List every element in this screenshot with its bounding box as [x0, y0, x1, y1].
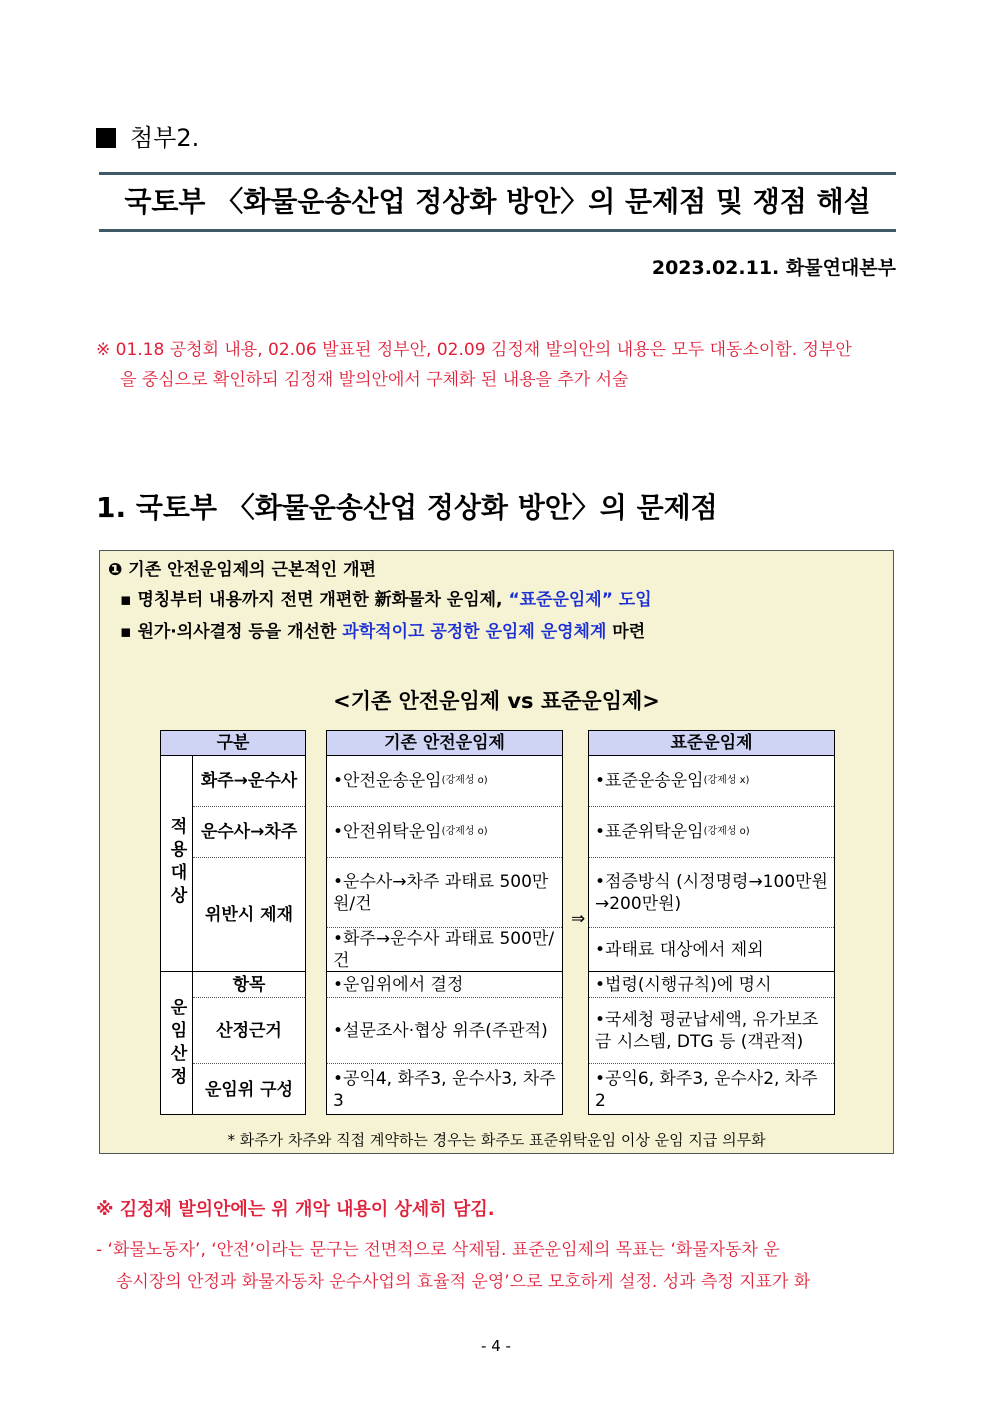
box-bullet-1: ▪ 명칭부터 내용까지 전면 개편한 新화물차 운임제, “표준운임제” 도입 — [120, 590, 652, 610]
body-paragraph-line2: 송시장의 안정과 화물자동차 운수사업의 효율적 운영’으로 모호하게 설정. 성과 측정 지표가 화 — [116, 1272, 811, 1292]
comparison-title: <기존 안전운임제 vs 표준운임제> — [333, 689, 660, 713]
row-label-shipper: 화주→운수사 — [200, 770, 298, 791]
new-carrier-cell: •표준위탁운임 (강제성 o) — [589, 806, 834, 857]
row-label-items: 항목 — [193, 971, 305, 997]
arrow-right-icon: ⇒ — [571, 909, 586, 929]
square-bullet-icon — [96, 128, 116, 148]
box-bullet-2: ▪ 원가·의사결정 등을 개선한 과학적이고 공정한 운임제 운영체계 마련 — [120, 622, 646, 642]
old-penalty-shipper-cell: •화주→운수사 과태료 500만/건 — [327, 927, 562, 971]
document-title: 국토부 〈화물운송산업 정상화 방안〉의 문제점 및 쟁점 해설 — [99, 172, 896, 232]
strong-note: ※ 김정재 발의안에는 위 개악 내용이 상세히 담김. — [96, 1199, 495, 1220]
header-category: 구분 — [161, 731, 305, 756]
new-basis-cell: •국세청 평균납세액, 유가보조금 시스템, DTG 등 (객관적) — [589, 997, 834, 1063]
row-label-penalty: 위반시 제재 — [193, 857, 305, 971]
box-heading: ❶ 기존 안전운임제의 근본적인 개편 — [108, 560, 376, 580]
table-column-category — [160, 730, 306, 1115]
row-label-carrier: 운수사→차주 — [193, 806, 305, 857]
old-carrier-cell: •안전위탁운임 (강제성 o) — [327, 806, 562, 857]
old-shipper-cell: •안전운송운임 (강제성 o) — [333, 770, 488, 791]
new-shipper-cell: •표준운송운임 (강제성 x) — [595, 770, 750, 791]
page-number: - 4 - — [481, 1337, 511, 1355]
new-committee-cell: •공익6, 화주3, 운수사2, 차주2 — [589, 1063, 834, 1115]
old-basis-cell: •설문조사·협상 위주(주관적) — [327, 997, 562, 1063]
body-paragraph — [96, 1234, 896, 1298]
intro-note-line2: 을 중심으로 확인하되 김정재 발의안에서 구체화 된 내용을 추가 서술 — [120, 370, 629, 390]
summary-box — [99, 550, 894, 1154]
date-line: 2023.02.11. 화물연대본부 — [651, 257, 896, 279]
group-label-calc: 운임산정 — [161, 971, 193, 1115]
header-old: 기존 안전운임제 — [327, 731, 562, 756]
section-heading: 1. 국토부 〈화물운송산업 정상화 방안〉의 문제점 — [96, 491, 718, 524]
table-column-old — [326, 730, 563, 1115]
row-label-committee: 운임위 구성 — [193, 1063, 305, 1115]
attachment-label: 첨부2. — [96, 118, 199, 153]
old-penalty-carrier-cell: •운수사→차주 과태료 500만원/건 — [327, 857, 562, 927]
new-penalty-carrier-cell: •점증방식 (시정명령→100만원→200만원) — [589, 857, 834, 927]
table-column-new — [588, 730, 835, 1115]
old-items-cell: •운임위에서 결정 — [327, 971, 562, 997]
row-label-basis: 산정근거 — [193, 997, 305, 1063]
box-footnote: * 화주가 차주와 직접 계약하는 경우는 화주도 표준위탁운임 이상 운임 지급 의무화 — [227, 1131, 766, 1149]
old-committee-cell: •공익4, 화주3, 운수사3, 차주3 — [327, 1063, 562, 1115]
header-new: 표준운임제 — [589, 731, 834, 756]
group-label-target: 적용대상 — [161, 755, 193, 971]
new-items-cell: •법령(시행규칙)에 명시 — [589, 971, 834, 997]
intro-note-line1: ※ 01.18 공청회 내용, 02.06 발표된 정부안, 02.09 김정재 발의안의 내용은 모두 대동소이함. 정부안 — [96, 340, 852, 360]
body-paragraph-line1: - ‘화물노동자’, ‘안전’이라는 문구는 전면적으로 삭제됨. 표준운임제의 목표는 ‘화물자동차 운 — [96, 1240, 780, 1260]
intro-note — [96, 335, 896, 395]
new-penalty-shipper-cell: •과태료 대상에서 제외 — [589, 927, 834, 971]
